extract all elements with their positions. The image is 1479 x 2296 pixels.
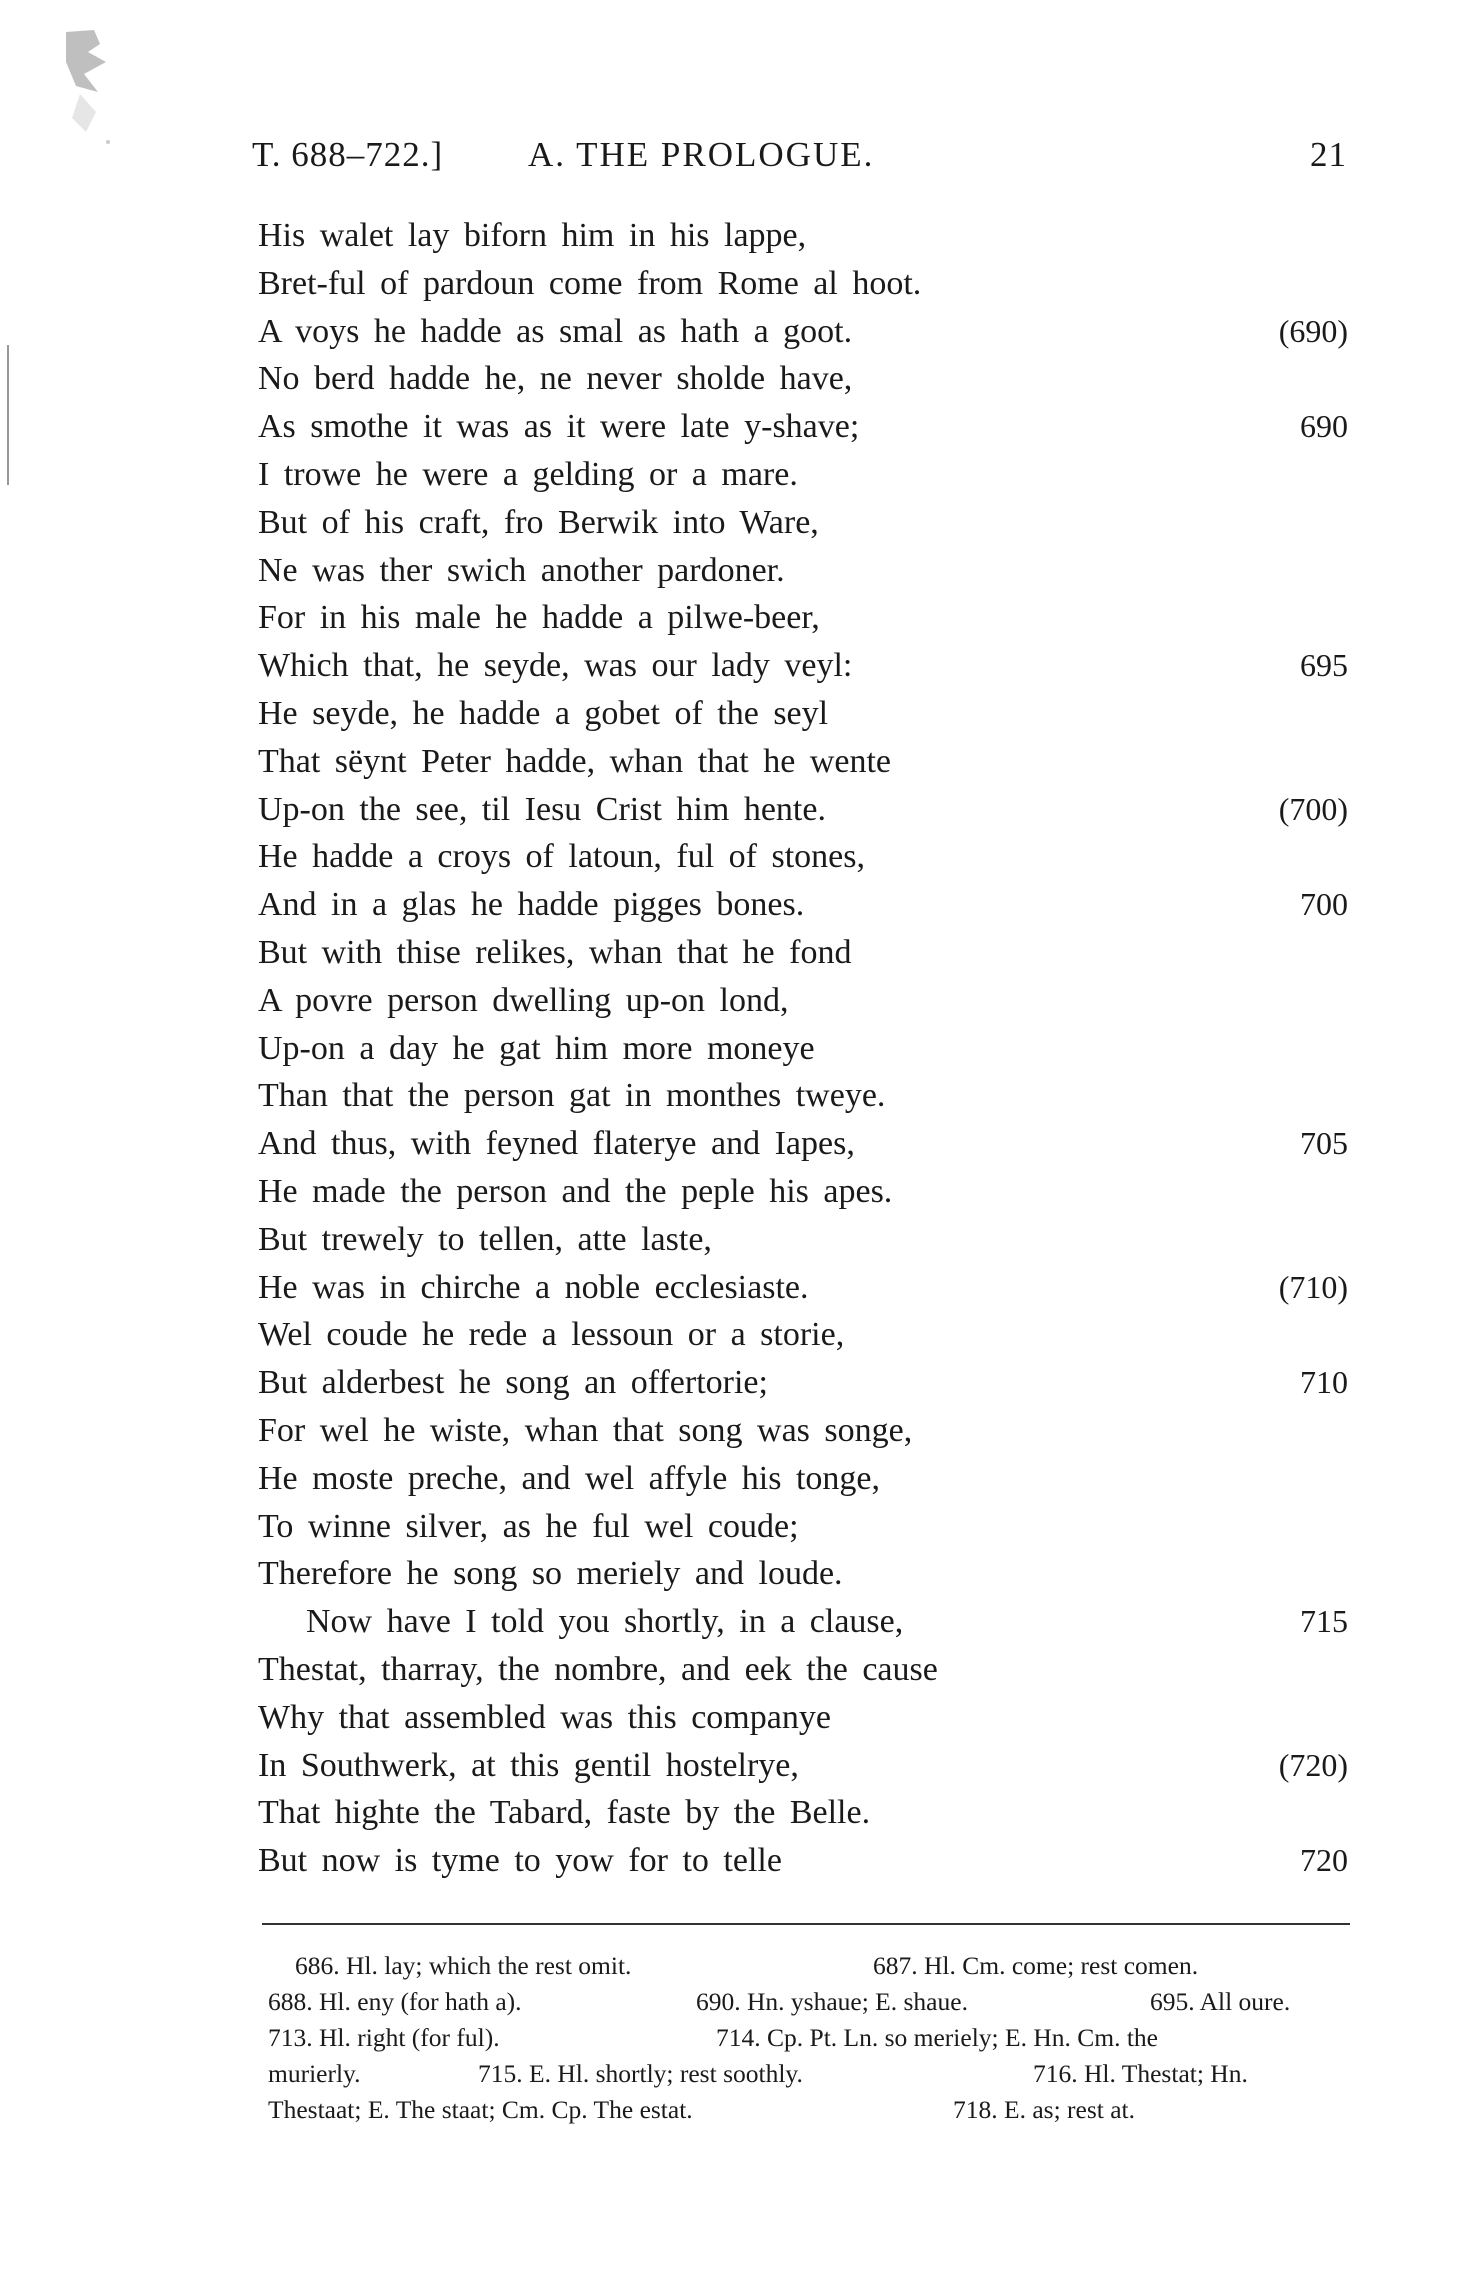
verse-line	[258, 212, 1348, 260]
verse-text: I trowe he were a gelding or a mare.	[258, 455, 798, 493]
line-number: 700	[1300, 886, 1348, 923]
line-number: 710	[1300, 1364, 1348, 1401]
verse-line	[258, 833, 1348, 881]
footnote-line	[268, 2092, 1353, 2128]
verse-line	[258, 977, 1348, 1025]
footnote-entry: 713. Hl. right (for ful).	[268, 2023, 500, 2052]
verse-text: But of his craft, fro Berwik into Ware,	[258, 503, 819, 541]
verse-line	[258, 738, 1348, 786]
verse-text: A povre person dwelling up-on lond,	[258, 981, 789, 1019]
verse-line	[258, 642, 1348, 690]
verse-line	[258, 1789, 1348, 1837]
verse-text: Up-on the see, til Iesu Crist him hente.	[258, 790, 826, 828]
verse-line	[258, 499, 1348, 547]
verse-line	[258, 1120, 1348, 1168]
line-number: 690	[1300, 408, 1348, 445]
verse-text: He made the person and the peple his apes.	[258, 1172, 893, 1210]
verse-text: He hadde a croys of latoun, ful of stones,	[258, 838, 865, 876]
verse-text: Bret-ful of pardoun come from Rome al hoot.	[258, 264, 922, 302]
margin-line-mark	[4, 345, 12, 485]
footnote-entry: 687. Hl. Cm. come; rest comen.	[873, 1951, 1199, 1980]
footnote-entry: Thestaat; E. The staat; Cm. Cp. The estat.	[268, 2095, 693, 2124]
verse-text: And in a glas he hadde pigges bones.	[258, 886, 805, 924]
footnote-entry: 718. E. as; rest at.	[953, 2095, 1135, 2124]
verse-text: Which that, he seyde, was our lady veyl:	[258, 647, 853, 685]
line-number: (720)	[1278, 1746, 1348, 1783]
line-number: 705	[1300, 1125, 1348, 1162]
verse-line	[258, 1216, 1348, 1264]
ink-smudge-mark	[36, 22, 136, 172]
verse-text: In Southwerk, at this gentil hostelrye,	[258, 1746, 799, 1784]
footnotes	[268, 1948, 1353, 2128]
verse-text: Ne was ther swich another pardoner.	[258, 551, 785, 589]
verse-text: He moste preche, and wel affyle his tonge,	[258, 1459, 881, 1497]
verse-line	[258, 1311, 1348, 1359]
line-number: (690)	[1278, 312, 1348, 349]
section-title: A. THE PROLOGUE.	[528, 135, 875, 174]
verse-text: But now is tyme to yow for to telle	[258, 1842, 782, 1880]
footnote-entry: 715. E. Hl. shortly; rest soothly.	[478, 2059, 803, 2088]
line-range-reference: T. 688–722.]	[252, 135, 444, 174]
verse-line	[258, 1598, 1348, 1646]
verse-line	[258, 594, 1348, 642]
verse-text: A voys he hadde as smal as hath a goot.	[258, 312, 853, 350]
footnote-entry: 690. Hn. yshaue; E. shaue.	[696, 1987, 968, 2016]
page-number: 21	[1310, 135, 1347, 174]
verse-text: But with thise relikes, whan that he fond	[258, 933, 852, 971]
verse-text: He seyde, he hadde a gobet of the seyl	[258, 694, 829, 732]
verse-line	[258, 1694, 1348, 1742]
verse-line	[258, 1072, 1348, 1120]
verse-text: He was in chirche a noble ecclesiaste.	[258, 1268, 809, 1306]
footnote-entry: 688. Hl. eny (for hath a).	[268, 1987, 522, 2016]
footnote-line	[268, 2056, 1353, 2092]
verse-text: His walet lay biforn him in his lappe,	[258, 217, 807, 254]
verse-line	[258, 1550, 1348, 1598]
verse-block	[258, 212, 1348, 1885]
footnote-line	[268, 1948, 1353, 1984]
footnote-entry: murierly.	[268, 2059, 361, 2088]
verse-text: But trewely to tellen, atte laste,	[258, 1220, 712, 1258]
verse-line	[258, 1407, 1348, 1455]
verse-text: For wel he wiste, whan that song was songe,	[258, 1411, 913, 1449]
verse-text: That sëynt Peter hadde, whan that he wente	[258, 742, 892, 780]
verse-text: Up-on a day he gat him more moneye	[258, 1029, 815, 1067]
verse-text: Thestat, tharray, the nombre, and eek the cause	[258, 1650, 938, 1688]
verse-line	[258, 1359, 1348, 1407]
footnote-entry: 686. Hl. lay; which the rest omit.	[295, 1951, 632, 1980]
footnote-line	[268, 1984, 1353, 2020]
verse-text: That highte the Tabard, faste by the Belle.	[258, 1794, 871, 1832]
footnote-entry: 695. All oure.	[1150, 1987, 1291, 2016]
footnote-divider	[262, 1923, 1350, 1925]
verse-line	[258, 786, 1348, 834]
verse-text: For in his male he hadde a pilwe-beer,	[258, 599, 820, 637]
verse-line	[258, 1455, 1348, 1503]
verse-text: Why that assembled was this companye	[258, 1698, 831, 1736]
footnote-line	[268, 2020, 1353, 2056]
footnote-entry: 716. Hl. Thestat; Hn.	[1033, 2059, 1248, 2088]
verse-line	[258, 547, 1348, 595]
verse-text: Than that the person gat in monthes tweye.	[258, 1077, 886, 1115]
verse-line	[258, 1503, 1348, 1551]
verse-text: No berd hadde he, ne never sholde have,	[258, 360, 853, 398]
verse-line	[258, 355, 1348, 403]
line-number: 720	[1300, 1842, 1348, 1879]
verse-line	[258, 1837, 1348, 1885]
verse-line	[258, 1168, 1348, 1216]
verse-line	[258, 1264, 1348, 1312]
verse-line	[258, 451, 1348, 499]
verse-line	[258, 260, 1348, 308]
line-number: 715	[1300, 1603, 1348, 1640]
verse-text: And thus, with feyned flaterye and Iapes,	[258, 1125, 855, 1163]
verse-line	[258, 929, 1348, 977]
verse-line	[258, 690, 1348, 738]
line-number: (710)	[1278, 1268, 1348, 1305]
verse-text: As smothe it was as it were late y-shave;	[258, 408, 860, 446]
verse-line	[258, 308, 1348, 356]
verse-text: Therefore he song so meriely and loude.	[258, 1555, 843, 1593]
verse-text: To winne silver, as he ful wel coude;	[258, 1507, 799, 1545]
page-header	[252, 135, 1347, 185]
verse-line	[258, 1742, 1348, 1790]
verse-text: Wel coude he rede a lessoun or a storie,	[258, 1316, 845, 1354]
verse-line	[258, 881, 1348, 929]
verse-text: But alderbest he song an offertorie;	[258, 1364, 768, 1402]
verse-text: Now have I told you shortly, in a clause,	[306, 1603, 904, 1641]
footnote-entry: 714. Cp. Pt. Ln. so meriely; E. Hn. Cm. the	[716, 2023, 1158, 2052]
line-number: 695	[1300, 647, 1348, 684]
verse-line	[258, 1646, 1348, 1694]
verse-line	[258, 1025, 1348, 1073]
verse-line	[258, 403, 1348, 451]
line-number: (700)	[1278, 790, 1348, 827]
